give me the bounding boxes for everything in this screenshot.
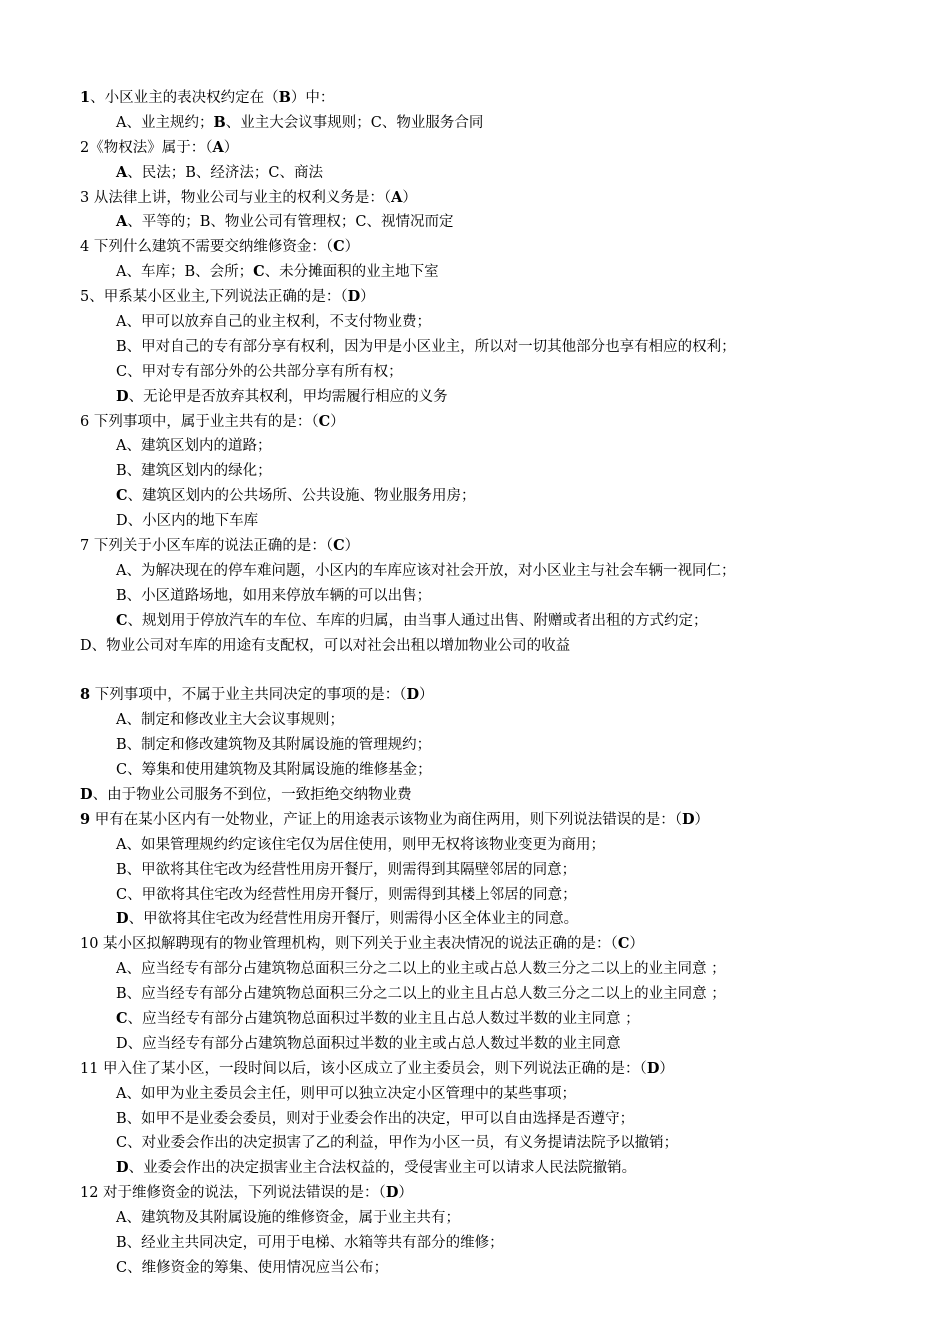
option-line — [80, 1156, 930, 1181]
answer-letter: C — [116, 487, 128, 505]
question-line — [80, 1057, 930, 1082]
answer-letter: D — [406, 686, 420, 704]
option-line — [80, 459, 930, 484]
option-line — [80, 758, 930, 783]
text-segment: 2《物权法》属于：（ — [80, 139, 213, 156]
option-line — [80, 260, 930, 285]
answer-letter: 1 — [80, 89, 91, 106]
text-segment: A、制定和修改业主大会议事规则； — [116, 712, 344, 729]
text-segment: ） — [402, 189, 417, 206]
text-segment: A、如甲为业主委员会主任，则甲可以独立决定小区管理中的某些事项； — [116, 1085, 576, 1102]
text-segment: C、对业委会作出的决定损害了乙的利益，甲作为小区一员，有义务提请法院予以撤销； — [116, 1135, 679, 1152]
answer-letter: B — [213, 113, 226, 131]
option-line — [80, 111, 930, 136]
option-line — [80, 210, 930, 235]
text-segment: ） — [344, 239, 360, 256]
option-line — [80, 434, 930, 459]
question-line — [80, 683, 930, 708]
option-line — [80, 833, 930, 858]
option-line — [80, 1007, 930, 1032]
answer-letter: C — [333, 537, 345, 555]
answer-letter: C — [253, 263, 265, 281]
text-segment: C、甲欲将其住宅改为经营性用房开餐厅，则需得到其楼上邻居的同意； — [116, 886, 577, 903]
text-segment: 、规划用于停放汽车的车位、车库的归属，由当事人通过出售、附赠或者出租的方式约定； — [127, 612, 708, 629]
text-segment: A、建筑区划内的道路； — [116, 438, 272, 455]
option-line — [80, 907, 930, 932]
text-segment: C、维修资金的筹集、使用情况应当公布； — [116, 1259, 389, 1276]
option-line — [80, 1256, 930, 1281]
option-line — [80, 1231, 930, 1256]
answer-letter: D — [385, 1184, 399, 1202]
question-line — [80, 235, 930, 260]
text-segment: A、车库；B、会所； — [116, 264, 254, 281]
option-line — [80, 1032, 930, 1057]
text-segment: D、应当经专有部分占建筑物总面积过半数的业主或占总人数过半数的业主同意 — [116, 1035, 621, 1052]
text-segment: 、业委会作出的决定损害业主合法权益的，受侵害业主可以请求人民法院撤销。 — [128, 1160, 637, 1177]
text-segment: 、未分摊面积的业主地下室 — [264, 264, 439, 281]
option-line — [80, 584, 930, 609]
option-line — [80, 385, 930, 410]
option-line — [80, 484, 930, 509]
text-segment: C、筹集和使用建筑物及其附属设施的维修基金； — [116, 762, 432, 779]
text-segment: 、由于物业公司服务不到位，一致拒绝交纳物业费 — [92, 786, 412, 803]
text-segment: A、甲可以放弃自己的业主权利，不支付物业费； — [116, 314, 431, 331]
text-segment: A、业主规约； — [116, 114, 214, 131]
answer-letter: C — [333, 238, 345, 256]
text-segment: B、小区道路场地，如用来停放车辆的可以出售； — [116, 587, 432, 604]
option-line — [80, 161, 930, 186]
text-segment: 、应当经专有部分占建筑物总面积过半数的业主且占总人数过半数的业主同意 ； — [127, 1010, 640, 1027]
answer-letter: D — [80, 785, 93, 803]
answer-letter: A — [391, 188, 403, 206]
text-segment: A、建筑物及其附属设施的维修资金，属于业主共有； — [116, 1210, 460, 1227]
option-line — [80, 559, 930, 584]
option-line — [80, 858, 930, 883]
answer-letter: C — [617, 935, 630, 953]
text-segment: ） — [629, 936, 644, 953]
answer-letter: C — [116, 611, 128, 629]
answer-letter: A — [116, 163, 128, 181]
text-segment: ）中： — [290, 90, 335, 106]
text-segment: 甲有在某小区内有一处物业，产证上的用途表示该物业为商住两用，则下列说法错误的是：（ — [90, 811, 682, 828]
text-segment: 12 对于维修资金的说法，下列说法错误的是：（ — [80, 1185, 386, 1202]
text-segment: ） — [419, 687, 434, 704]
answer-letter: D — [347, 288, 361, 306]
question-line — [80, 808, 930, 833]
document-body — [80, 86, 930, 1281]
text-segment: 4 下列什么建筑不需要交纳维修资金：（ — [80, 239, 334, 256]
answer-letter: A — [116, 213, 128, 231]
text-segment: 、建筑区划内的公共场所、公共设施、物业服务用房； — [127, 488, 476, 505]
text-segment: C、甲对专有部分外的公共部分享有所有权； — [116, 363, 403, 380]
text-segment: 11 甲入住了某小区，一段时间以后，该小区成立了业主委员会，则下列说法正确的是：（ — [80, 1060, 647, 1077]
text-segment: D、物业公司对车库的用途有支配权，可以对社会出租以增加物业公司的收益 — [80, 637, 571, 654]
option-line — [80, 783, 930, 808]
text-segment: 5、甲系某小区业主,下列说法正确的是：（ — [80, 289, 348, 306]
question-line — [80, 285, 930, 310]
answer-letter: A — [212, 138, 224, 156]
option-line — [80, 883, 930, 908]
option-line — [80, 335, 930, 360]
question-line — [80, 186, 930, 211]
answer-letter: C — [318, 412, 331, 430]
blank-line — [80, 658, 930, 683]
option-line — [80, 360, 930, 385]
text-segment: 、民法；B、经济法；C、商法 — [127, 164, 324, 181]
option-line — [80, 708, 930, 733]
text-segment: 、甲欲将其住宅改为经营性用房开餐厅，则需得小区全体业主的同意。 — [128, 911, 579, 928]
answer-letter: D — [681, 810, 695, 828]
text-segment: ） — [694, 811, 710, 828]
question-line — [80, 932, 930, 957]
text-segment: ） — [330, 413, 345, 430]
text-segment: 6 下列事项中，属于业主共有的是：（ — [80, 413, 319, 430]
text-segment: 、无论甲是否放弃其权利，甲均需履行相应的义务 — [128, 388, 448, 405]
answer-letter: 9 — [80, 810, 91, 828]
question-line — [80, 136, 930, 161]
option-line — [80, 310, 930, 335]
text-segment: D、小区内的地下车库 — [116, 513, 259, 530]
question-line — [80, 410, 930, 435]
text-segment: B、经业主共同决定，可用于电梯、水箱等共有部分的维修； — [116, 1234, 504, 1251]
option-line — [80, 982, 930, 1007]
option-line — [80, 1107, 930, 1132]
text-segment: ） — [398, 1185, 413, 1202]
question-line — [80, 534, 930, 559]
option-line — [80, 733, 930, 758]
text-segment: ） — [344, 538, 360, 555]
text-segment: ） — [659, 1060, 674, 1077]
answer-letter: 8 — [80, 686, 91, 704]
text-segment: A、应当经专有部分占建筑物总面积三分之二以上的业主或占总人数三分之二以上的业主同意 ； — [116, 961, 726, 978]
option-line — [80, 609, 930, 634]
text-segment: 、业主大会议事规则；C、物业服务合同 — [225, 114, 484, 131]
answer-letter: D — [116, 910, 129, 928]
text-segment: 7 下列关于小区车库的说法正确的是：（ — [80, 538, 334, 555]
option-line — [80, 634, 930, 659]
answer-letter: D — [116, 387, 129, 405]
answer-letter: B — [278, 89, 291, 106]
text-segment: B、如甲不是业委会委员，则对于业委会作出的决定，甲可以自由选择是否遵守； — [116, 1110, 635, 1127]
text-segment: 3 从法律上讲，物业公司与业主的权利义务是：（ — [80, 189, 392, 206]
question-line — [80, 1181, 930, 1206]
text-segment: 10 某小区拟解聘现有的物业管理机构，则下列关于业主表决情况的说法正确的是：（ — [80, 936, 618, 953]
text-segment: B、甲对自己的专有部分享有权利，因为甲是小区业主，所以对一切其他部分也享有相应的权利； — [116, 338, 736, 355]
text-segment: 下列事项中，不属于业主共同决定的事项的是：（ — [90, 687, 407, 704]
text-segment: ） — [223, 139, 239, 156]
option-line — [80, 1131, 930, 1156]
text-segment: B、制定和修改建筑物及其附属设施的管理规约； — [116, 737, 432, 754]
text-segment: ） — [360, 289, 375, 306]
option-line — [80, 1206, 930, 1231]
text-segment: A、如果管理规约约定该住宅仅为居住使用，则甲无权将该物业变更为商用； — [116, 836, 605, 853]
answer-letter: D — [116, 1159, 129, 1177]
text-segment: B、建筑区划内的绿化； — [116, 463, 272, 480]
answer-letter: D — [646, 1059, 660, 1077]
question-line — [80, 86, 930, 111]
text-segment: B、甲欲将其住宅改为经营性用房开餐厅，则需得到其隔壁邻居的同意； — [116, 861, 577, 878]
text-segment: 、小区业主的表决权约定在（ — [90, 90, 279, 106]
option-line — [80, 957, 930, 982]
answer-letter: C — [116, 1009, 128, 1027]
text-segment: 、平等的；B、物业公司有管理权；C、视情况而定 — [127, 214, 454, 231]
option-line — [80, 509, 930, 534]
text-segment: B、应当经专有部分占建筑物总面积三分之二以上的业主且占总人数三分之二以上的业主同意 ； — [116, 986, 726, 1003]
option-line — [80, 1082, 930, 1107]
text-segment: A、为解决现在的停车难问题，小区内的车库应该对社会开放，对小区业主与社会车辆一视同仁； — [116, 562, 736, 579]
